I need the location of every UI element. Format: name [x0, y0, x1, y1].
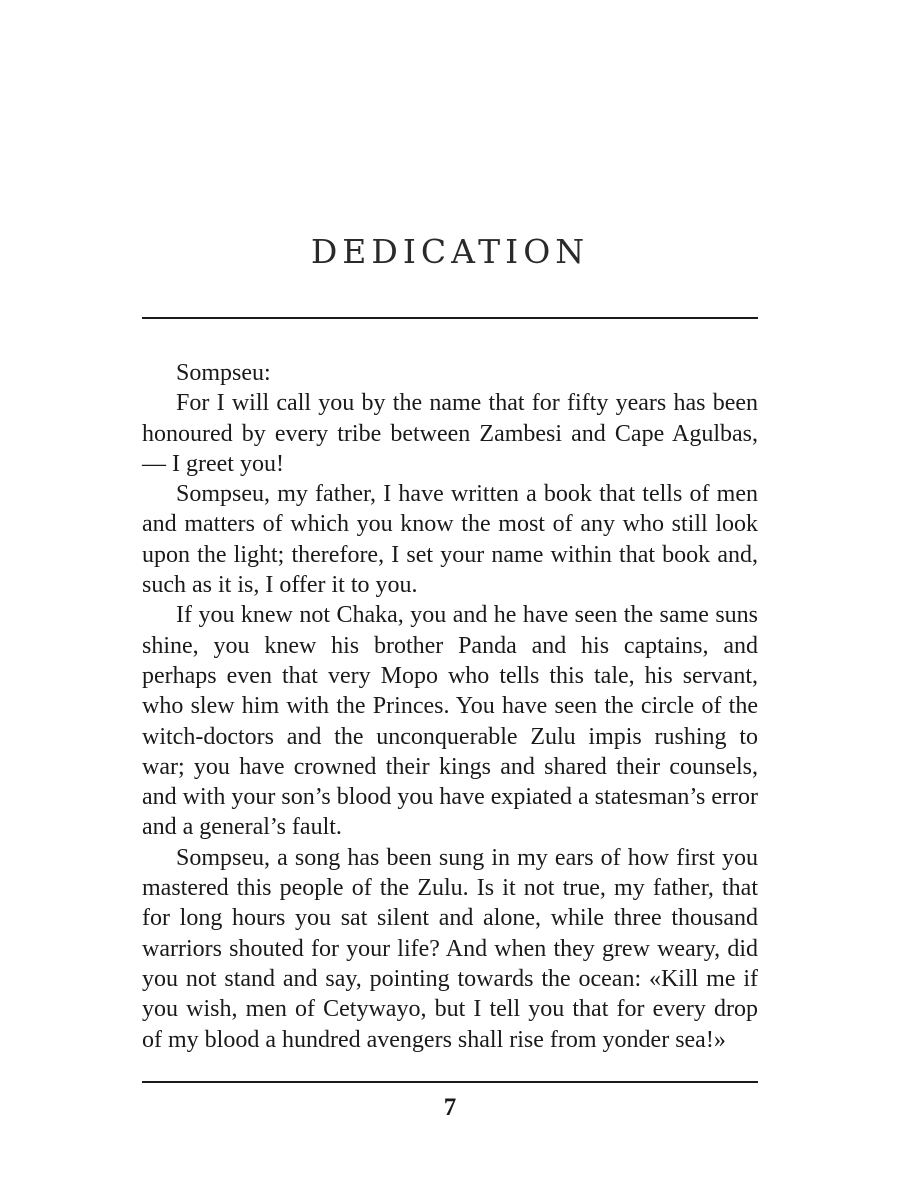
paragraph: For I will call you by the name that for fifty years has been honoured by every tribe between Zambesi and Cape Agulbas, — I greet you! — [142, 390, 758, 477]
paragraph: Sompseu, a song has been sung in my ears of how first you mastered this people of the Zulu. Is it not true, my father, that for long hours you sat silent and alone, while three thousand warriors shouted for your life? And when they grew weary, did you not stand and say, pointing towards the ocean: «Kill me if you wish, men of Cetywayo, but I tell you that for every drop of my blood a hundred avengers shall rise from yonder sea!» — [142, 844, 758, 1053]
page-title: DEDICATION — [310, 232, 590, 271]
dedication-body — [142, 358, 758, 1055]
page-number: 7 — [443, 1094, 457, 1121]
bottom-divider — [142, 1081, 758, 1083]
paragraph-salutation: Sompseu: — [176, 360, 271, 386]
top-divider — [142, 317, 758, 319]
paragraph: If you knew not Chaka, you and he have seen the same suns shine, you knew his brother Panda and his captains, and perhaps even that very Mopo who tells this tale, his servant, who slew him with the Princes. You have seen the circle of the witch-doctors and the unconquerable Zulu impis rushing to war; you have crowned their kings and shared their counsels, and with your son’s blood you have expiated a statesman’s error and a general’s fault. — [142, 602, 758, 841]
paragraph: Sompseu, my father, I have written a book that tells of men and matters of which you know the most of any who still look upon the light; therefore, I set your name within that book and, such as it is, I offer it to you. — [142, 481, 758, 599]
